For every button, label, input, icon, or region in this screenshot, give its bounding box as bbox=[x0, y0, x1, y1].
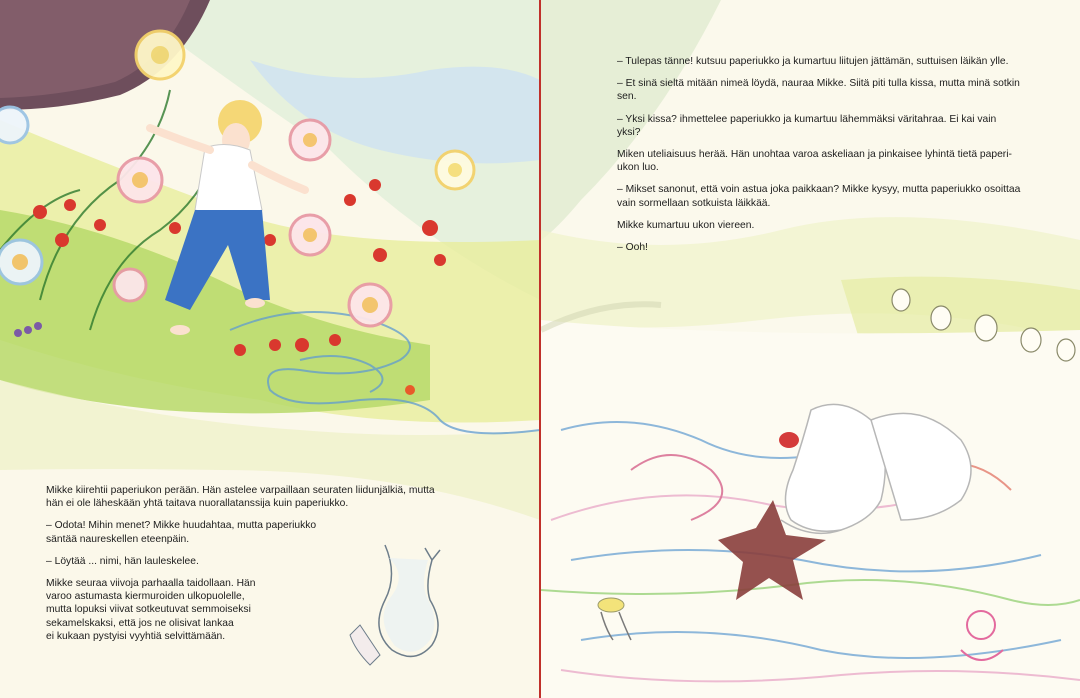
left-paragraph-3: – Löytää ... nimi, hän lauleskelee. bbox=[46, 555, 199, 567]
left-paragraph-4: Mikke seuraa viivoja parhaalla taidollaan. Hän varoo astumasta kiermuroiden ulkopuolelle, mutta lopuksi viivat sotkeutuvat semmoiseksi sekamelskaksi, että jos ne olisivat lankaa ei kukaan pystyisi vyyhtiä selvittämään. bbox=[46, 578, 256, 642]
right-paragraph-6: Mikke kumartuu ukon viereen. bbox=[617, 219, 755, 231]
left-paragraph-2: – Odota! Mihin menet? Mikke huudahtaa, mutta paperiukko säntää naureskellen eteenpäin. bbox=[46, 520, 317, 545]
left-paragraph-1: Mikke kiirehtii paperiukon perään. Hän astelee varpaillaan seuraten liidunjälkiä, mutta hän ei ole läheskään yhtä taitava nuorallatanssija kuin paperiukko. bbox=[46, 485, 435, 510]
right-page-text bbox=[617, 55, 1022, 263]
right-paragraph-3: – Yksi kissa? ihmettelee paperiukko ja kumartuu lähemmäksi väritahraa. Ei kai vain yksi? bbox=[617, 113, 997, 138]
right-page bbox=[541, 0, 1080, 698]
left-page-text bbox=[46, 484, 466, 652]
right-paragraph-7: – Ooh! bbox=[617, 242, 648, 254]
right-paragraph-2: – Et sinä sieltä mitään nimeä löydä, nauraa Mikke. Siitä piti tulla kissa, mutta minä sotkin sen. bbox=[617, 78, 1020, 103]
right-paragraph-5: – Mikset sanonut, että voin astua joka paikkaan? Mikke kysyy, mutta paperiukko osoittaa vain sormellaan sotkuista läikkää. bbox=[617, 184, 1021, 209]
right-paragraph-1: – Tulepas tänne! kutsuu paperiukko ja kumartuu liitujen jättämän, suttuisen läikän ylle. bbox=[617, 56, 1009, 67]
right-paragraph-4: Miken uteliaisuus herää. Hän unohtaa varoa askeliaan ja pinkaisee lyhintä tietä paperi- ukon luo. bbox=[617, 149, 1012, 174]
